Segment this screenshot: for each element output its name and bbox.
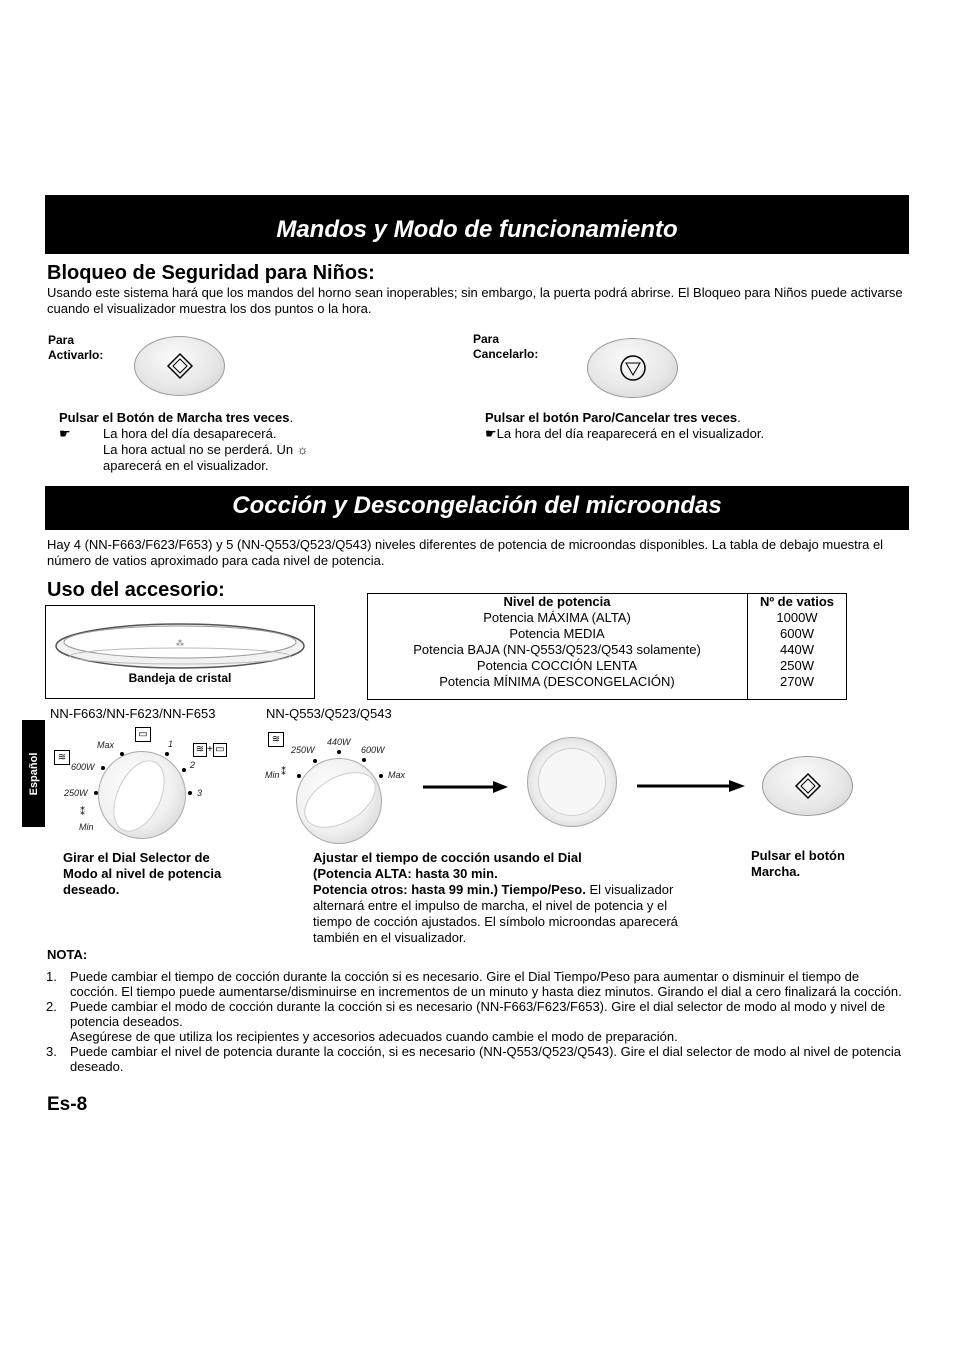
dial-f-max: Max xyxy=(97,740,115,750)
nota-title: NOTA: xyxy=(47,947,88,962)
page-number: Es-8 xyxy=(47,1094,88,1115)
mode-dial-f[interactable] xyxy=(98,751,186,839)
step2-line5: tiempo de cocción ajustados. El símbolo microondas aparecerá xyxy=(313,914,678,929)
step1-caption xyxy=(63,850,263,898)
step2-line1: Ajustar el tiempo de cocción usando el Dial xyxy=(313,850,582,865)
watts-row: 1000W xyxy=(776,610,818,625)
nota-text-2: Asegúrese de que utiliza los recipientes y accesorios adecuados cuando cambie el modo de preparación. xyxy=(70,1029,678,1044)
dial-f-dot-1 xyxy=(165,752,169,756)
time-dial-face xyxy=(538,748,606,816)
activate-instr: Pulsar el Botón de Marcha tres veces xyxy=(59,410,290,425)
grill-icon: ▭ xyxy=(135,727,151,742)
dial-f-dot-600 xyxy=(101,766,105,770)
cancel-instr-end: . xyxy=(737,410,741,425)
step2-line4: alternará entre el impulso de marcha, el nivel de potencia y el xyxy=(313,898,668,913)
nota-item xyxy=(46,1044,908,1074)
nota-item xyxy=(46,999,908,1044)
pointing-hand-icon: ☛ xyxy=(59,426,71,441)
power-table-col2 xyxy=(747,594,846,699)
glass-tray-caption: Bandeja de cristal xyxy=(128,671,232,685)
activate-note-1: La hora del día desaparecerá. xyxy=(103,426,277,441)
nota-num: 1. xyxy=(46,969,57,984)
step3-line1: Pulsar el botón xyxy=(751,848,845,863)
step2-line2: (Potencia ALTA: hasta 30 min. xyxy=(313,866,498,881)
activate-label-line2: Activarlo: xyxy=(48,348,104,362)
stop-icon xyxy=(619,354,647,382)
step2-line3-rest: El visualizador xyxy=(585,882,674,897)
step2-line6: también en el visualizador. xyxy=(313,930,467,945)
cancel-label xyxy=(473,332,538,362)
power-levels-intro: Hay 4 (NN-F663/F623/F653) y 5 (NN-Q553/Q523/Q543) niveles diferentes de potencia de microondas disponibles. La tabla de debajo muestra el número de vatios aproximado para cada nivel de potencia. xyxy=(47,537,884,568)
power-col-header: Nivel de potencia xyxy=(503,594,611,609)
dial-q-dot-600 xyxy=(362,758,366,762)
dial-f-min: Min xyxy=(79,822,94,832)
step2-line3-bold: Potencia otros: hasta 99 min.) Tiempo/Peso. xyxy=(313,882,586,897)
dial-q-dot-440 xyxy=(337,750,341,754)
section-title-microwave: Cocción y Descongelación del microondas xyxy=(232,492,722,519)
power-level-row: Potencia MÍNIMA (DESCONGELACIÓN) xyxy=(439,674,675,689)
dial-q-dot-min xyxy=(297,774,301,778)
arrow-right-icon xyxy=(637,780,745,792)
child-lock-title: Bloqueo de Seguridad para Niños: xyxy=(47,262,375,284)
watts-row: 440W xyxy=(780,642,814,657)
step3-caption xyxy=(751,848,901,880)
activate-label xyxy=(48,333,103,363)
q-models-label: NN-Q553/Q523/Q543 xyxy=(266,706,392,721)
cancel-label-line1: Para xyxy=(473,332,500,346)
step1-line1: Girar el Dial Selector de xyxy=(63,850,210,865)
step2-caption xyxy=(313,850,733,946)
language-tab xyxy=(22,720,45,827)
svg-text:⁂: ⁂ xyxy=(176,639,184,648)
language-tab-label: Español xyxy=(27,752,40,795)
nota-num: 2. xyxy=(46,999,57,1014)
start-diamond-icon xyxy=(794,772,822,800)
dial-q-min: Min xyxy=(265,770,280,780)
step1-line2: Modo al nivel de potencia xyxy=(63,866,222,881)
watts-list xyxy=(748,610,846,690)
activate-instr-end: . xyxy=(289,410,294,425)
start-button[interactable] xyxy=(134,336,225,396)
nota-num: 3. xyxy=(46,1044,57,1059)
watts-row: 270W xyxy=(780,674,814,689)
defrost-icon-q: ⁑ xyxy=(281,767,286,778)
power-level-row: Potencia MEDIA xyxy=(509,626,605,641)
dial-q-handle xyxy=(295,761,386,840)
dial-f-600w: 600W xyxy=(71,762,95,772)
dial-f-dot-max xyxy=(120,752,124,756)
dial-q-250w: 250W xyxy=(291,745,315,755)
power-level-row: Potencia COCCIÓN LENTA xyxy=(476,658,638,673)
microwave-icon: ≋ xyxy=(54,750,70,765)
dial-f-dot-250 xyxy=(94,791,98,795)
f-models-label: NN-F663/NN-F623/NN-F653 xyxy=(50,706,216,721)
dial-f-1: 1 xyxy=(168,739,174,749)
glass-tray-image xyxy=(46,614,314,674)
section-banner-microwave xyxy=(45,486,909,530)
power-table-col1 xyxy=(368,594,746,690)
power-levels-list xyxy=(368,610,746,690)
activate-instructions xyxy=(59,410,359,474)
dial-f-250w: 250W xyxy=(64,788,88,798)
power-level-row: Potencia BAJA (NN-Q553/Q523/Q543 solamente) xyxy=(413,642,701,657)
mode-dial-q[interactable] xyxy=(296,758,382,844)
dial-f-dot-2 xyxy=(182,768,186,772)
dial-q-dot-max xyxy=(379,774,383,778)
nota-text: Puede cambiar el tiempo de cocción durante la cocción si es necesario. Gire el Dial Tiempo/Peso para aumentar o disminuir el tiempo de cocción. El tiempo puede aumentarse/disminuirse en incrementos de un minuto y hasta diez minutos. Girando el dial a cero finalizará la cocción. xyxy=(70,969,902,999)
glass-tray-box xyxy=(45,605,315,699)
step1-line3: deseado. xyxy=(63,882,120,897)
activate-note-3: aparecerá en el visualizador. xyxy=(103,458,269,473)
defrost-icon: ⁑ xyxy=(80,807,85,818)
cancel-label-line2: Cancelarlo: xyxy=(473,347,539,361)
microwave-icon-q: ≋ xyxy=(268,732,284,747)
dial-q-max: Max xyxy=(388,770,406,780)
watts-row: 600W xyxy=(780,626,814,641)
start-diamond-icon xyxy=(166,352,194,380)
power-table xyxy=(367,593,847,700)
section-title-controls: Mandos y Modo de funcionamiento xyxy=(276,216,678,243)
cancel-note: ☛La hora del día reaparecerá en el visualizador. xyxy=(485,426,765,441)
combi-icon: ≋ + ▭ xyxy=(193,743,227,757)
power-level-row: Potencia MÁXIMA (ALTA) xyxy=(483,610,631,625)
section-banner-controls xyxy=(45,195,909,254)
cancel-instructions xyxy=(485,410,885,442)
start-button-2[interactable] xyxy=(762,756,853,816)
dial-f-2: 2 xyxy=(190,760,196,770)
nota-text: Puede cambiar el modo de cocción durante la cocción si es necesario (NN-F663/F623/F653). Gire el dial selector de modo al modo y nivel de potencia deseados. xyxy=(70,999,886,1029)
activate-label-line1: Para xyxy=(48,333,75,347)
activate-note-2: La hora actual no se perderá. Un ☼ xyxy=(103,442,309,457)
stop-cancel-button[interactable] xyxy=(587,338,678,398)
dial-f-dot-3 xyxy=(188,791,192,795)
watts-col-header: Nº de vatios xyxy=(759,594,835,609)
step3-line2: Marcha. xyxy=(751,864,801,879)
nota-list xyxy=(46,969,908,1074)
watts-row: 250W xyxy=(780,658,814,673)
accessory-title: Uso del accesorio: xyxy=(47,579,225,601)
dial-f-3: 3 xyxy=(197,788,203,798)
dial-q-600w: 600W xyxy=(361,745,385,755)
nota-text: Puede cambiar el nivel de potencia durante la cocción, si es necesario (NN-Q553/Q523/Q543). Gire el dial selector de modo al nivel de potencia deseado. xyxy=(70,1044,902,1074)
dial-q-dot-250 xyxy=(313,759,317,763)
child-lock-intro: Usando este sistema hará que los mandos del horno sean inoperables; sin embargo, la puerta podrá abrirse. El Bloqueo para Niños puede activarse cuando el visualizador muestra los dos puntos o la hora. xyxy=(47,285,903,316)
nota-item xyxy=(46,969,908,999)
cancel-instr: Pulsar el botón Paro/Cancelar tres veces xyxy=(485,410,738,425)
arrow-right-icon xyxy=(423,781,508,793)
dial-f-handle xyxy=(103,752,175,839)
time-weight-dial[interactable] xyxy=(527,737,617,827)
dial-q-440w: 440W xyxy=(327,737,351,747)
